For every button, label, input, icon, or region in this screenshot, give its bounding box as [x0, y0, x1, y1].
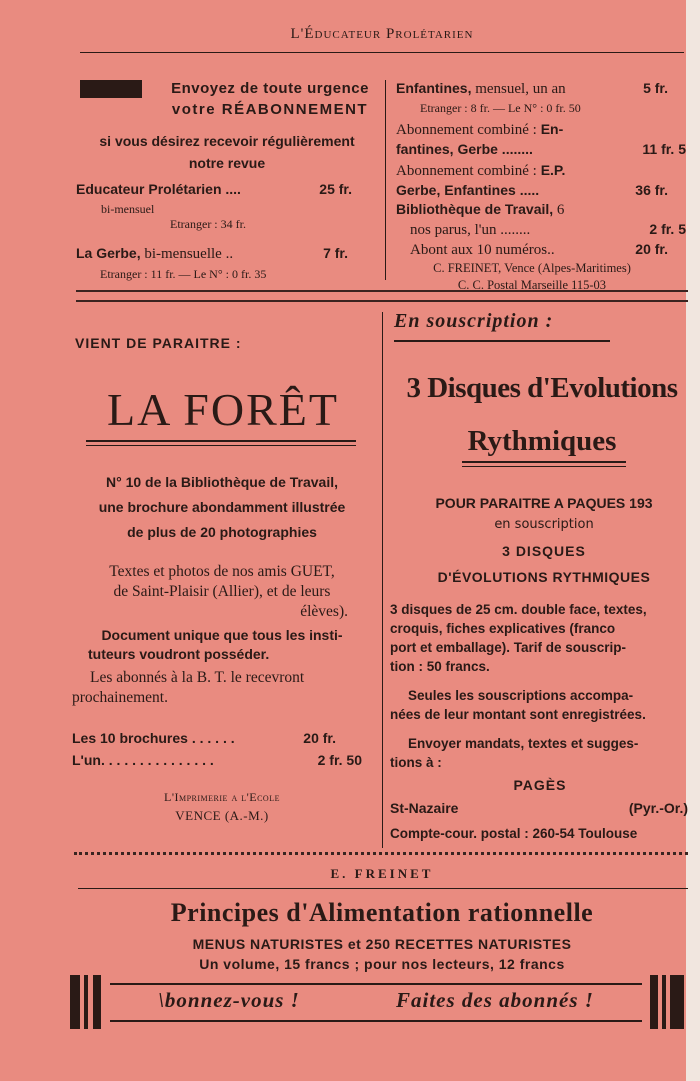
- footer-rule: [78, 888, 688, 889]
- foret-price-10-label: Les 10 brochures . . . . . .: [72, 730, 235, 746]
- disques-announcement: [392, 492, 696, 588]
- foret-title-rule-2: [86, 445, 356, 446]
- foret-desc-line-2: une brochure abondamment illustrée: [98, 499, 346, 515]
- disques-title-2: Rythmiques: [467, 425, 617, 457]
- bt-count: 6: [553, 202, 565, 218]
- disques-send-line-2: tions à :: [390, 755, 442, 770]
- footer-subtitle-line-1: MENUS NATURISTES et 250 RECETTES NATURISTES: [192, 936, 572, 952]
- gerbe-row: [76, 245, 348, 263]
- slogan-rule-top: [110, 983, 642, 985]
- slogan-rule-bottom: [110, 1020, 642, 1022]
- foret-text-line-3: élèves).: [300, 603, 348, 620]
- printer-name: L'Imprimerie a l'Ecole: [164, 790, 280, 804]
- combo1-price: 11 fr. 5: [642, 141, 686, 157]
- pages-postal-account: Compte-cour. postal : 260-54 Toulouse: [390, 826, 638, 841]
- foret-title: LA FORÊT: [107, 384, 339, 435]
- black-block-ornament: [80, 80, 142, 98]
- disques-announce-line-3: 3 DISQUES: [502, 543, 586, 559]
- headline-line-1: Envoyez de toute urgence: [171, 80, 369, 97]
- foret-price-10-value: 20 fr.: [303, 730, 336, 746]
- gerbe-price: 7 fr.: [323, 245, 348, 261]
- pages-name: PAGÈS: [513, 777, 567, 793]
- reabonnement-headline: [150, 78, 390, 120]
- disques-title-1: 3 Disques d'Evolutions: [406, 372, 678, 404]
- foret-price-unit-value: 2 fr. 50: [317, 752, 362, 768]
- disques-condition-line-2: nées de leur montant sont enregistrées.: [390, 707, 646, 722]
- foret-desc-line-3: de plus de 20 photographies: [127, 524, 317, 540]
- footer-right-bar-thin: [662, 975, 666, 1029]
- abon-row: [396, 240, 668, 260]
- disques-condition-line-1: Seules les souscriptions accompa-: [408, 688, 634, 703]
- disques-send-instructions: [390, 734, 690, 772]
- disques-heading-rule: [394, 340, 610, 342]
- foret-price-10-row: [72, 730, 336, 746]
- foret-desc-line-1: N° 10 de la Bibliothèque de Travail,: [106, 474, 338, 490]
- combo2-row: [396, 181, 668, 200]
- disques-announce-line-2: en souscription: [494, 517, 594, 532]
- foret-title-rule-1: [86, 440, 356, 442]
- enfantines-frequency: mensuel, un an: [471, 81, 566, 97]
- foret-price-unit-label: L'un. . . . . . . . . . . . . . .: [72, 752, 214, 768]
- footer-title: Principes d'Alimentation rationnelle: [170, 898, 594, 927]
- bt-label: Bibliothèque de Travail,: [396, 201, 554, 217]
- foret-text-line-2: de Saint-Plaisir (Allier), et de leurs: [113, 583, 331, 600]
- foret-abonnes-note: [72, 668, 372, 708]
- disques-send-line-1: Envoyer mandats, textes et sugges-: [408, 736, 639, 751]
- foret-description: [70, 470, 374, 545]
- headline-line-2: votre RÉABONNEMENT: [171, 101, 369, 118]
- foret-texts: [74, 562, 370, 622]
- header-rule: [80, 52, 684, 53]
- bt-price: 2 fr. 5: [649, 221, 686, 237]
- disques-announce-line-4: D'ÉVOLUTIONS RYTHMIQUES: [437, 569, 651, 585]
- educateur-price: 25 fr.: [319, 181, 352, 197]
- educateur-etranger: Etranger : 34 fr.: [170, 217, 246, 231]
- enfantines-etranger: Etranger : 8 fr. — Le N° : 0 fr. 50: [420, 101, 581, 115]
- bt-row: [396, 220, 686, 240]
- footer-right-bar-thick: [670, 975, 684, 1029]
- disques-conditions: [390, 686, 690, 724]
- slogan-faites: Faites des abonnés !: [395, 988, 594, 1012]
- footer-right-bar-mid: [650, 975, 658, 1029]
- foret-abonnes-line-2: prochainement.: [72, 689, 168, 706]
- top-column-divider: [385, 80, 386, 280]
- educateur-row: [76, 181, 352, 197]
- middle-column-divider: [382, 312, 383, 848]
- combo1-label: Abonnement combiné :: [396, 122, 537, 138]
- pages-location-row: [390, 800, 688, 816]
- pages-region: (Pyr.-Or.): [628, 800, 688, 816]
- footer-left-bar-thick: [70, 975, 80, 1029]
- foret-price-unit-row: [72, 752, 362, 768]
- disques-details: [390, 600, 690, 676]
- foret-document-note: [72, 626, 372, 664]
- combo1-row: [396, 140, 686, 159]
- intro-line-2: notre revue: [188, 155, 266, 171]
- disques-detail-line-2: croquis, fiches explicatives (franco: [390, 621, 616, 636]
- gerbe-frequency: bi-mensuelle ..: [140, 246, 234, 262]
- disques-announce-line-1: POUR PARAITRE A PAQUES 193: [435, 495, 653, 511]
- foret-text-line-1: Textes et photos de nos amis GUET,: [109, 563, 335, 580]
- footer-subtitle: [80, 934, 684, 974]
- disques-detail-line-1: 3 disques de 25 cm. double face, textes,: [390, 602, 647, 617]
- footer-subtitle-line-2: Un volume, 15 francs ; pour nos lecteurs, 12 francs: [199, 956, 565, 972]
- reabonnement-intro: [74, 130, 380, 174]
- bt-items: nos parus, l'un ........: [410, 222, 531, 238]
- combo2-label: Abonnement combiné :: [396, 163, 537, 179]
- footer-left-bar-thin: [84, 975, 88, 1029]
- educateur-frequency: bi-mensuel: [101, 202, 155, 216]
- disques-detail-line-3: port et emballage). Tarif de souscrip-: [390, 640, 627, 655]
- page-header-title: L'Éducateur Prolétarien: [290, 26, 474, 42]
- pages-city: St-Nazaire: [390, 800, 459, 816]
- abon-text: Abont aux 10 numéros..: [410, 242, 555, 258]
- tarifs-block: [396, 79, 696, 293]
- combo2-price: 36 fr.: [635, 182, 668, 198]
- printer-city: VENCE (A.-M.): [175, 808, 269, 823]
- combo1-items: fantines, Gerbe ........: [396, 141, 533, 157]
- freinet-address: C. FREINET, Vence (Alpes-Maritimes): [433, 261, 631, 275]
- footer-left-bar-mid: [93, 975, 101, 1029]
- combo2-items: Gerbe, Enfantines .....: [396, 182, 540, 198]
- footer-slogan: [110, 988, 642, 1013]
- disques-heading: En souscription :: [394, 310, 554, 332]
- foret-doc-line-1: Document unique que tous les insti-: [101, 627, 343, 643]
- enfantines-row: [396, 79, 668, 99]
- footer-author: E. FREINET: [330, 866, 434, 881]
- postal-account: C. C. Postal Marseille 115-03: [457, 278, 607, 292]
- slogan-abonnez: \bonnez-vous !: [158, 988, 300, 1012]
- section-divider-dotted: [74, 852, 688, 855]
- gerbe-etranger: Etranger : 11 fr. — Le N° : 0 fr. 35: [100, 267, 267, 281]
- gerbe-name: La Gerbe,: [76, 245, 141, 261]
- section-divider-wavy: [76, 290, 688, 302]
- enfantines-name: Enfantines,: [396, 80, 472, 96]
- disques-detail-line-4: tion : 50 francs.: [390, 659, 490, 674]
- foret-heading: VIENT DE PARAITRE :: [75, 335, 242, 351]
- combo2-ep: E.P.: [536, 162, 566, 178]
- educateur-name: Educateur Prolétarien ....: [76, 181, 241, 197]
- disques-title-rule-2: [462, 466, 626, 467]
- intro-line-1: si vous désirez recevoir régulièrement: [99, 133, 355, 149]
- foret-abonnes-line-1: Les abonnés à la B. T. le recevront: [90, 669, 305, 686]
- foret-doc-line-2: tuteurs voudront posséder.: [88, 646, 270, 662]
- enfantines-price: 5 fr.: [643, 80, 668, 96]
- abon-price: 20 fr.: [635, 241, 668, 257]
- combo1-en: En-: [536, 121, 564, 137]
- disques-title-rule-1: [462, 461, 626, 463]
